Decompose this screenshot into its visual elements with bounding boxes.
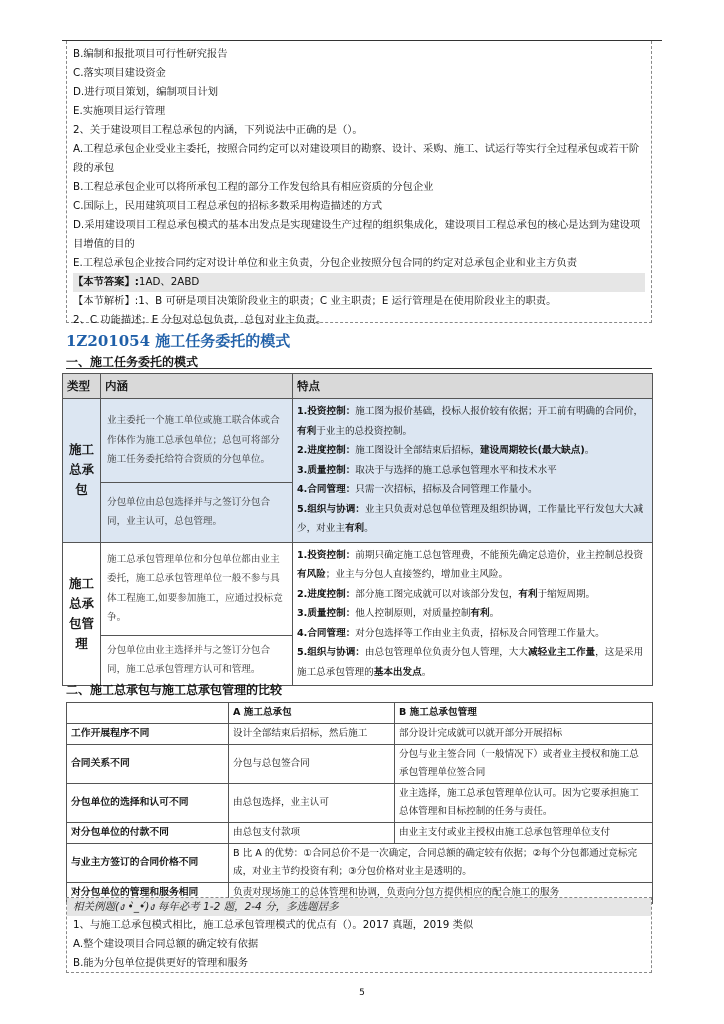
feature-line: 4.合同管理：只需一次招标，招标及合同管理工作量小。 (297, 484, 538, 495)
question-2-option-a: A.工程总承包企业受业主委托，按照合同约定可以对建设项目的勘察、设计、采购、施工、试运行等实行全过程承包或若干阶段的承包 (73, 143, 640, 174)
option-e: E.实施项目运行管理 (73, 105, 166, 117)
header-a: A 施工总承包 (229, 703, 395, 724)
desc-cell: 施工总承包管理单位和分包单位都由业主委托，施工总承包管理单位一般不参与具体工程施工,如要参加施工，应通过投标竞争。 (101, 542, 293, 635)
feature-line: 1.投资控制：前期只确定施工总包管理费，不能预先确定总造价，业主控制总投资有风险；业主与分包人直接签约，增加业主风险。 (297, 549, 644, 580)
desc-cell: 分包单位由总包选择并与之签订分包合同，业主认可，总包管理。 (101, 483, 293, 542)
example-question: 1、与施工总承包模式相比，施工总承包管理模式的优点有（）。2017 真题，2019 类似 (73, 919, 474, 931)
desc-cell: 分包单位由业主选择并与之签订分包合同，施工总承包管理方认可和管理。 (101, 635, 293, 685)
feature-line: 2.进度控制：部分施工图完成就可以对该部分发包，有利于缩短周期。 (297, 588, 596, 600)
feature-line: 2.进度控制：施工图设计全部结束后招标，建设周期较长(最大缺点)。 (297, 445, 595, 456)
subheading-rule (66, 368, 652, 369)
table-header-row (63, 374, 653, 399)
features-cell (293, 542, 653, 686)
header-b: B 施工总承包管理 (395, 703, 653, 724)
question-2-option-d: D.采用建设项目工程总承包模式的基本出发点是实现建设生产过程的组织集成化，建设项目工程总承包的核心是达到为建设项目增值的目的 (73, 219, 641, 250)
page-number: 5 (359, 988, 365, 998)
table-row (63, 542, 653, 635)
answer-value: 1AD、2ABD (138, 276, 200, 288)
example-box (66, 897, 652, 973)
answer-label: 【本节答案】: (73, 276, 139, 288)
header-desc: 内涵 (101, 374, 293, 399)
explain-line-1 (73, 292, 645, 311)
explain-text-1: 1、B 可研是项目决策阶段业主的职责；C 业主职责；E 运行管理是在使用阶段业主的职责。 (138, 295, 557, 307)
feature-line: 3.质量控制：取决于与选择的施工总承包管理水平和技术水平 (297, 464, 557, 476)
delegation-mode-table (62, 373, 653, 686)
explain-label: 【本节解析】: (73, 295, 139, 307)
option-c: C.落实项目建设资金 (73, 67, 166, 79)
feature-line: 5.组织与协调：由总包管理单位负责分包人管理，大大减轻业主工作量，这是采用施工总承包管理的基本出发点。 (297, 647, 644, 678)
table-row: 合同关系不同 分包与总包签合同 分包与业主签合同（一般情况下）或者业主授权和施工总承包管理单位签合同 (67, 745, 653, 784)
subheading-2: 二、施工总承包与施工总承包管理的比较 (66, 683, 283, 697)
option-d: D.进行项目策划，编制项目计划 (73, 86, 219, 98)
table-row: 分包单位的选择和认可不同 由总包选择，业主认可 业主选择，施工总承包管理单位认可。因为它要承担施工总体管理和目标控制的任务与责任。 (67, 784, 653, 823)
header-type: 类型 (63, 374, 101, 399)
feature-line: 4.合同管理：对分包选择等工作由业主负责，招标及合同管理工作量大。 (297, 627, 605, 639)
subheading-1: 一、施工任务委托的模式 (66, 355, 199, 369)
question-2-stem: 2、关于建设项目工程总承包的内涵，下列说法中正确的是（）。 (73, 124, 363, 136)
table-header-row (67, 703, 653, 724)
table-row: 对分包单位的付款不同 由总包支付款项 由业主支付或业主授权由施工总承包管理单位支付 (67, 823, 653, 844)
feature-line: 3.质量控制：他人控制原则，对质量控制有利。 (297, 608, 500, 619)
question-2-option-e: E.工程总承包企业按合同约定对设计单位和业主负责，分包企业按照分包合同的约定对总承包企业和业主方负责 (73, 257, 578, 269)
features-cell (293, 399, 653, 543)
feature-line: 5.组织与协调：业主只负责对总包单位管理及组织协调，工作量比平行发包大大减少，对业主有利。 (297, 503, 644, 534)
type-cell: 施工总承包 (63, 399, 101, 543)
desc-cell: 业主委托一个施工单位或施工联合体或合作体作为施工总承包单位；总包可将部分施工任务委托给符合资质的分包单位。 (101, 399, 293, 483)
feature-line: 1.投资控制：施工图为报价基础，投标人报价较有依据；开工前有明确的合同价，有利于业主的总投资控制。 (297, 406, 644, 437)
option-b: B.编制和报批项目可行性研究报告 (73, 48, 228, 60)
comparison-table (66, 702, 653, 904)
table-row (63, 399, 653, 483)
answer-line (73, 273, 645, 292)
table-row: 对分包单位的管理和服务相同 负责对现场施工的总体管理和协调，负责向分包方提供相应的配合施工的服务 (67, 883, 653, 904)
explain-line-2: 2、C 功能描述；E 分包对总包负责，总包对业主负责。 (73, 314, 327, 326)
example-heading: 相关例题(ง •̀_•́)ง 每年必考 1-2 题，2-4 分，多选题居多 (67, 898, 651, 916)
question-2-option-c: C.国际上，民用建筑项目工程总承包的招标多数采用构造描述的方式 (73, 200, 383, 212)
table-row: 与业主方签订的合同价格不同 B 比 A 的优势：①合同总价不是一次确定，合同总额的确定较有依据；②每个分包都通过竞标完成，对业主节约投资有利；③分包价格对业主是透明的。 (67, 844, 653, 883)
example-option-b: B.能为分包单位提供更好的管理和服务 (73, 957, 249, 969)
example-option-a: A.整个建设项目合同总额的确定较有依据 (73, 938, 259, 950)
header-blank (67, 703, 229, 724)
question-2-option-b: B.工程总承包企业可以将所承包工程的部分工作发包给具有相应资质的分包企业 (73, 181, 434, 193)
section-title: 1Z201054 施工任务委托的模式 (66, 332, 291, 350)
type-cell: 施工总承包管理 (63, 542, 101, 686)
header-features: 特点 (293, 374, 653, 399)
question-box (66, 41, 652, 326)
table-row: 工作开展程序不同 设计全部结束后招标，然后施工 部分设计完成就可以就开部分开展招标 (67, 724, 653, 745)
